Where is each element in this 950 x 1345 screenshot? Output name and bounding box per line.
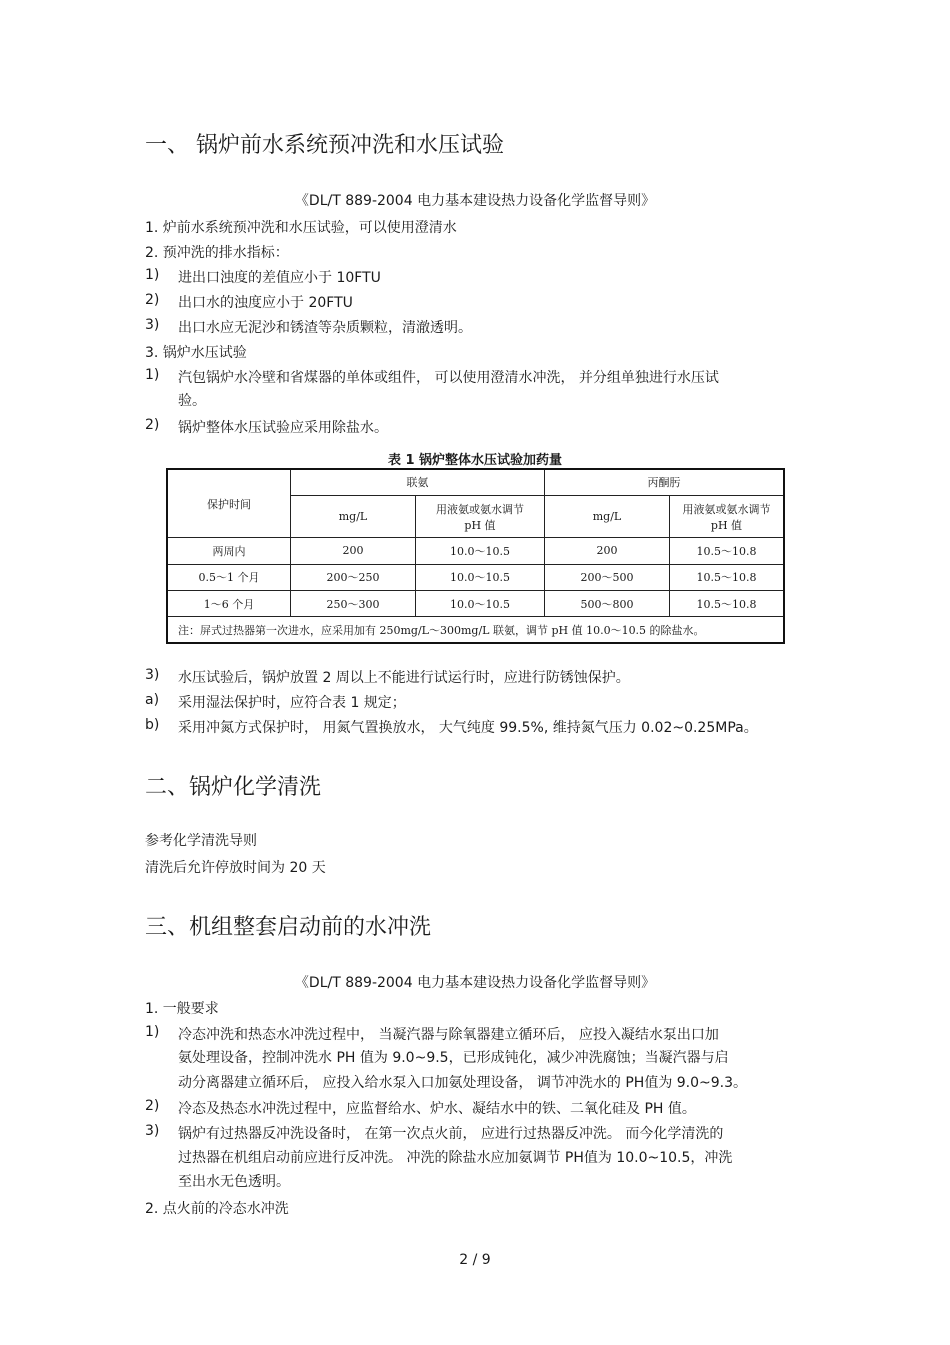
table-row — [167, 538, 784, 564]
list-marker: b) — [145, 717, 160, 733]
text-line: 参考化学清洗导则 — [145, 833, 257, 849]
section-1-title: 一、 锅炉前水系统预冲洗和水压试验 — [145, 133, 504, 158]
text-line: 1. 一般要求 — [145, 1001, 219, 1017]
list-marker: 2) — [145, 1098, 160, 1114]
header-protection-time: 保护时间 — [167, 469, 291, 538]
table-cell: 500～800 — [545, 590, 670, 616]
list-marker: 1) — [145, 367, 160, 383]
list-item-continued: 过热器在机组启动前应进行反冲洗。 冲洗的除盐水应加氨调节 PH值为 10.0~10.5，冲洗 — [178, 1150, 733, 1166]
header-ph — [416, 495, 545, 537]
list-item: 进出口浊度的差值应小于 10FTU — [178, 270, 381, 286]
list-item-continued: 氨处理设备，控制冲洗水 PH 值为 9.0~9.5，已形成钝化，减少冲洗腐蚀；当凝汽器与启 — [178, 1050, 729, 1066]
list-marker: 3) — [145, 317, 160, 333]
table-cell: 250～300 — [291, 590, 416, 616]
dosage-table — [166, 468, 785, 644]
table-cell: 200 — [545, 538, 670, 564]
text-line: 2. 点火前的冷态水冲洗 — [145, 1201, 289, 1217]
section-3-title: 三、机组整套启动前的水冲洗 — [145, 915, 432, 940]
table-cell: 两周内 — [167, 538, 291, 564]
text-line: 3. 锅炉水压试验 — [145, 345, 247, 361]
header-mg-l: mg/L — [291, 495, 416, 537]
section-1-reference: 《DL/T 889-2004 电力基本建设热力设备化学监督导则》 — [294, 193, 656, 209]
text-line: 2. 预冲洗的排水指标： — [145, 245, 289, 261]
list-item: 出口水的浊度应小于 20FTU — [178, 295, 353, 311]
header-hydrazine: 联氨 — [291, 469, 545, 495]
table-cell: 10.0～10.5 — [416, 538, 545, 564]
table-cell: 10.5～10.8 — [670, 564, 785, 590]
table-cell: 200～500 — [545, 564, 670, 590]
table-row — [167, 590, 784, 616]
text-line: 清洗后允许停放时间为 20 天 — [145, 860, 326, 876]
list-marker: 1) — [145, 267, 160, 283]
table-cell: 10.5～10.8 — [670, 590, 785, 616]
table-cell: 10.0～10.5 — [416, 590, 545, 616]
table-caption: 表 1 锅炉整体水压试验加药量 — [387, 453, 563, 468]
list-item: 水压试验后，锅炉放置 2 周以上不能进行试运行时，应进行防锈蚀保护。 — [178, 670, 630, 686]
list-marker: a) — [145, 692, 160, 708]
table-cell: 200 — [291, 538, 416, 564]
list-item: 冷态及热态水冲洗过程中，应监督给水、炉水、凝结水中的铁、二氧化硅及 PH 值。 — [178, 1101, 696, 1117]
section-2-title: 二、锅炉化学清洗 — [145, 775, 322, 800]
text-line: 1. 炉前水系统预冲洗和水压试验，可以使用澄清水 — [145, 220, 457, 236]
header-ph-line1: 用液氨或氨水调节 — [436, 502, 524, 516]
header-mg-l: mg/L — [545, 495, 670, 537]
list-item-continued: 动分离器建立循环后， 应投入给水泵入口加氨处理设备， 调节冲洗水的 PH值为 9.0~9.3。 — [178, 1075, 748, 1091]
header-ph — [670, 495, 785, 537]
list-marker: 1) — [145, 1024, 160, 1040]
list-item: 冷态冲洗和热态水冲洗过程中， 当凝汽器与除氧器建立循环后， 应投入凝结水泵出口加 — [178, 1027, 719, 1043]
table-note: 注：屏式过热器第一次进水，应采用加有 250mg/L～300mg/L 联氨，调节 pH 值 10.0～10.5 的除盐水。 — [167, 617, 784, 643]
list-item: 采用冲氮方式保护时， 用氮气置换放水， 大气纯度 99.5%, 维持氮气压力 0.02~0.25MPa。 — [178, 720, 758, 736]
list-item: 出口水应无泥沙和锈渣等杂质颗粒，清澈透明。 — [178, 320, 472, 336]
header-ph-line1: 用液氨或氨水调节 — [682, 502, 771, 516]
header-ph-line2: pH 值 — [710, 518, 743, 532]
list-marker: 2) — [145, 417, 160, 433]
list-item: 锅炉整体水压试验应采用除盐水。 — [178, 420, 388, 436]
table-cell: 1～6 个月 — [167, 590, 291, 616]
list-marker: 3) — [145, 667, 160, 683]
table-cell: 10.0～10.5 — [416, 564, 545, 590]
table-cell: 0.5～1 个月 — [167, 564, 291, 590]
page-number: 2 / 9 — [459, 1252, 491, 1268]
section-3-reference: 《DL/T 889-2004 电力基本建设热力设备化学监督导则》 — [294, 975, 656, 991]
header-ph-line2: pH 值 — [464, 518, 496, 532]
list-item-continued: 验。 — [178, 393, 206, 409]
list-item-continued: 至出水无色透明。 — [178, 1174, 290, 1190]
table-row — [167, 564, 784, 590]
table-cell: 10.5～10.8 — [670, 538, 785, 564]
list-item: 汽包锅炉水冷壁和省煤器的单体或组件， 可以使用澄清水冲洗， 并分组单独进行水压试 — [178, 370, 719, 386]
table-cell: 200～250 — [291, 564, 416, 590]
list-item: 采用湿法保护时，应符合表 1 规定； — [178, 695, 406, 711]
list-marker: 3) — [145, 1123, 160, 1139]
table-note-row — [167, 617, 784, 643]
list-marker: 2) — [145, 292, 160, 308]
header-acetone-oxime: 丙酮肟 — [545, 469, 785, 495]
list-item: 锅炉有过热器反冲洗设备时， 在第一次点火前， 应进行过热器反冲洗。 而今化学清洗的 — [178, 1126, 724, 1142]
